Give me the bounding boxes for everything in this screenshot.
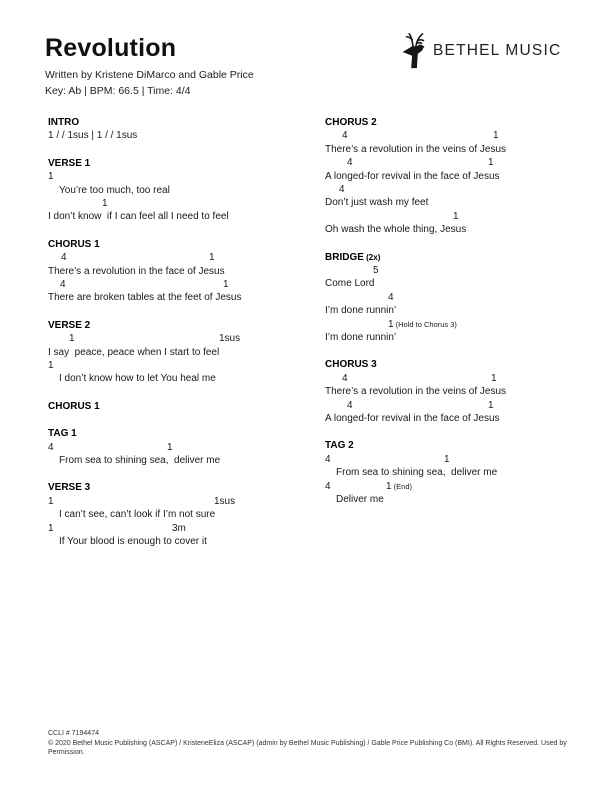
lyric-line: Don’t just wash my feet (325, 197, 429, 209)
chord: 1 (493, 130, 499, 142)
chord-line (48, 495, 323, 508)
chord: 1 (48, 360, 54, 372)
section-header: CHORUS 2 (325, 117, 377, 128)
section-header: CHORUS 1 (48, 400, 100, 412)
chord-line (325, 318, 600, 331)
chord-line (48, 170, 323, 183)
right-column (325, 116, 600, 520)
song-meta: Key: Ab | BPM: 66.5 | Time: 4/4 (45, 85, 191, 97)
song-section (325, 358, 600, 425)
chord: 5 (373, 265, 379, 276)
chord-line (48, 197, 323, 210)
chord: 1 (488, 157, 494, 169)
chord-line (325, 264, 600, 277)
bethel-music-logo (399, 32, 561, 70)
section-repeat-label: (2x) (363, 252, 381, 262)
song-section (325, 251, 600, 345)
chord: 4 (339, 184, 345, 195)
ccli-number: CCLI # 7194474 (48, 730, 99, 737)
chord-line (325, 210, 600, 223)
section-header: TAG 2 (325, 440, 354, 452)
chord-line (325, 291, 600, 304)
chord: 1 (453, 210, 459, 222)
lyric-line: Come Lord (325, 278, 375, 290)
chord: 4 (48, 441, 54, 453)
section-header: VERSE 1 (48, 157, 91, 169)
chord-line (325, 453, 600, 466)
brand-name: BETHEL MUSIC (433, 42, 562, 59)
chord-line (325, 156, 600, 169)
chord: 1sus (219, 333, 241, 345)
chord: 4 (347, 157, 353, 169)
lyric-line: There’s a revolution in the veins of Jesus (325, 143, 507, 155)
chord-line (48, 251, 323, 264)
chord-line (48, 441, 323, 454)
section-header: CHORUS 3 (325, 359, 377, 371)
lyric-line: There’s a revolution in the face of Jesus (48, 265, 225, 277)
chord: 1 (102, 198, 108, 210)
lyric-line: I’m done runnin’ (325, 331, 397, 343)
chord: 1 (48, 522, 54, 534)
chord: 1 (223, 279, 229, 291)
deer-icon (399, 32, 429, 70)
song-section (48, 400, 323, 413)
song-title: Revolution (45, 34, 177, 62)
lyric-line: A longed-for revival in the face of Jesus (325, 412, 500, 424)
lyric-line: There are broken tables at the feet of Jesus (48, 292, 242, 304)
song-section (48, 157, 323, 224)
chord-line (325, 372, 600, 385)
chord-line (48, 522, 323, 535)
chord: 1 (209, 252, 215, 264)
lyric-line: If Your blood is enough to cover it (59, 536, 207, 548)
chord-line (325, 183, 600, 196)
chord-line (325, 480, 600, 493)
song-section (325, 116, 600, 237)
chord: 4 (325, 480, 331, 492)
lyric-line: I can’t see, can’t look if I’m not sure (59, 509, 216, 521)
chord: 1 (End) (386, 480, 412, 492)
song-header (45, 35, 254, 99)
chord: 1 (167, 441, 173, 453)
left-column (48, 116, 323, 562)
lyric-line: I don’t know how to let You heal me (59, 373, 216, 385)
chord-note: (End) (391, 481, 412, 491)
song-section (48, 238, 323, 305)
footer (48, 729, 576, 758)
progression-line: 1 / / 1sus | 1 / / 1sus (48, 130, 138, 142)
section-header: CHORUS 1 (48, 238, 100, 250)
chord-line (48, 332, 323, 345)
chord-note: (Hold to Chorus 3) (393, 319, 457, 329)
chord: 4 (342, 130, 348, 142)
chord-line (48, 359, 323, 372)
chord: 4 (342, 372, 348, 384)
lyric-line: From sea to shining sea, deliver me (336, 467, 498, 479)
lyric-line: I say peace, peace when I start to feel (48, 346, 220, 358)
chord: 4 (60, 279, 66, 291)
lyric-line: From sea to shining sea, deliver me (59, 455, 221, 467)
chord: 1 (48, 171, 54, 183)
chord: 4 (325, 453, 331, 465)
song-section (48, 116, 323, 143)
song-section (325, 439, 600, 506)
chord: 3m (172, 522, 186, 534)
song-section (48, 481, 323, 548)
chord: 1sus (214, 495, 236, 507)
section-header: VERSE 2 (48, 319, 91, 331)
chord-line (325, 129, 600, 142)
chord: 1 (491, 372, 497, 384)
section-header: TAG 1 (48, 428, 77, 440)
song-section (48, 427, 323, 467)
lyric-line: I don’t know if I can feel all I need to feel (48, 211, 229, 223)
section-header: INTRO (48, 117, 80, 128)
section-header: VERSE 3 (48, 482, 91, 494)
chord-line (325, 399, 600, 412)
section-header: BRIDGE (2x) (325, 251, 381, 263)
lyric-line: A longed-for revival in the face of Jesus (325, 170, 500, 182)
chord: 1 (444, 453, 450, 465)
chord: 4 (347, 399, 353, 411)
chord: 1 (48, 495, 54, 507)
lyric-line: You’re too much, too real (59, 184, 170, 196)
song-section (48, 319, 323, 386)
chord: 4 (61, 252, 67, 264)
chord: 1 (488, 399, 494, 411)
lyric-line: Oh wash the whole thing, Jesus (325, 224, 467, 236)
chord: 4 (388, 291, 394, 303)
copyright-line-2: Permission. (48, 749, 85, 757)
lyric-line: I’m done runnin’ (325, 305, 397, 317)
chord-line (48, 278, 323, 291)
chord: 1 (Hold to Chorus 3) (388, 318, 457, 330)
lyric-line: Deliver me (336, 493, 384, 505)
song-credits: Written by Kristene DiMarco and Gable Price (45, 69, 254, 81)
lyric-line: There’s a revolution in the veins of Jesus (325, 386, 507, 398)
chord: 1 (69, 333, 75, 345)
copyright-line-1: © 2020 Bethel Music Publishing (ASCAP) / KristeneEliza (ASCAP) (admin by Bethel Music Publishing) / Gable Price Publishing Co (BMI). All Rights Reserved. Used by (48, 739, 567, 747)
